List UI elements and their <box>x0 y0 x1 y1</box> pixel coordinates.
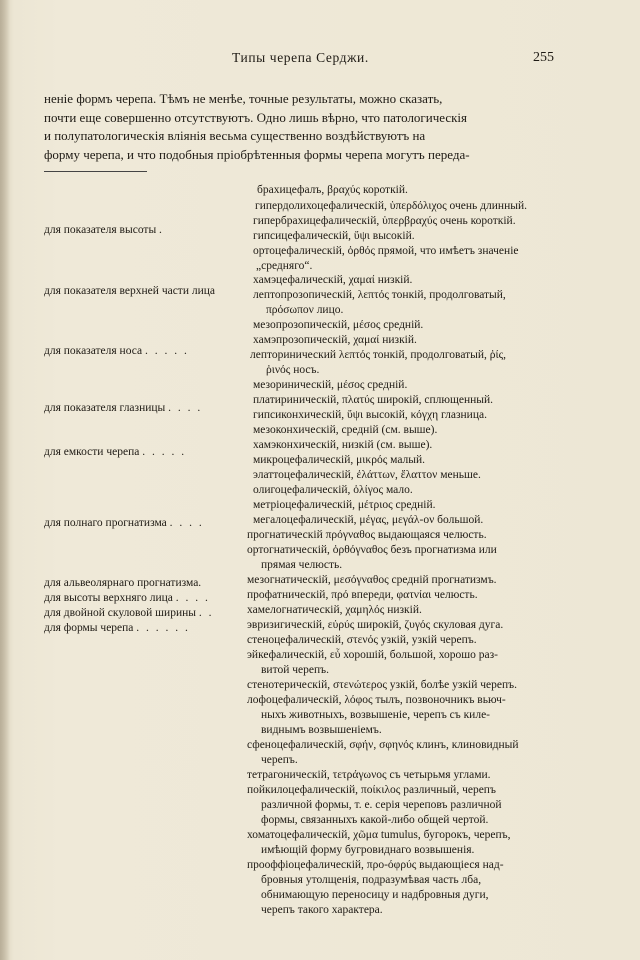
term-line: черепъ. <box>261 754 298 766</box>
intro-line: неніе формъ черепа. Тѣмъ не менѣе, точные результаты, можно сказать, <box>44 91 443 106</box>
term-line: витой черепъ. <box>261 664 329 676</box>
running-title: Типы черепа Серджи. <box>232 50 369 65</box>
intro-line: и полупатологическія вліянія весьма существенно воздѣйствуютъ на <box>44 128 426 143</box>
term-line: различной формы, т. е. серія череповъ различной <box>261 799 502 811</box>
term-line: черепъ такого характера. <box>261 904 383 916</box>
term-line: мезопрозопическій, μέσος средній. <box>253 319 424 331</box>
term-line: мезоконхическій, средній (см. выше). <box>253 424 438 436</box>
term-line: бровныя утолщенія, подразумѣвая часть лба, <box>261 874 482 886</box>
term-line: стеноцефаличеcкій, στενός узкій, узкій черепъ. <box>247 634 477 646</box>
term-line: эвризигическій, εὐρύς широкій, ζυγός скуловая дуга. <box>247 619 504 631</box>
term-line: хамелогнатическій, χαμηλός низкій. <box>247 604 422 616</box>
term-line: формы, связанныхъ какой-либо общей чертой. <box>261 814 489 826</box>
term-line: мезогнатическій, μεσόγναθος средній прогнатизмъ. <box>247 574 497 586</box>
separator-rule <box>44 171 147 172</box>
term-line: πρόσωπον лицо. <box>266 304 344 316</box>
category-label: для двойной скуловой ширины . . <box>44 607 214 619</box>
term-line: хамэцефаличеcкій, χαμαί низкій. <box>253 274 413 286</box>
term-line: ныхъ животныхъ, возвышеніе, черепъ съ киле- <box>261 709 491 721</box>
term-line: эйкефаличеcкій, εὖ хорошій, большой, хорошо раз- <box>247 649 498 661</box>
term-line: хамэпрозопическій, χαμαί низкій. <box>253 334 417 346</box>
intro-line: форму черепа, и что подобныя пріобрѣтенныя формы черепа могутъ переда- <box>44 146 470 162</box>
term-line: пойкилоцефаличеcкій, ποίκιλος различный, черепъ <box>247 784 496 796</box>
term-line: хамэконхическій, низкій (см. выше). <box>253 439 433 451</box>
term-line: мезориническій, μέσος средній. <box>253 379 408 391</box>
term-line: гипердолихоцефаличеcкій, ὑπερδόλιχος очень длинный. <box>255 200 527 212</box>
intro-line: почти еще совершенно отсутствуютъ. Одно лишь вѣрно, что патологическія <box>44 109 468 125</box>
term-line: прогнатическій πρόγναθος выдающаяся челюсть. <box>247 529 487 541</box>
category-label: для высоты верхняго лица . . . . <box>44 592 210 604</box>
term-line: хоматоцефаличеcкій, χῶμα tumulus, бугорокъ, черепъ, <box>247 829 511 841</box>
term-line: олигоцефаличеcкій, ὀλίγος мало. <box>253 484 413 496</box>
category-label: для показателя глазницы . . . . <box>44 402 203 414</box>
term-line: прямая челюсть. <box>261 559 343 571</box>
term-line: мегалоцефаличеcкій, μέγας, μεγάλ-ον большой. <box>253 514 484 526</box>
term-line: лептопрозопическій, λεπτός тонкій, продолговатый, <box>253 289 506 301</box>
term-line: обнимающую переносицу и надбровныя дуги, <box>261 889 489 901</box>
category-label: для емкости черепа . . . . . <box>44 446 187 458</box>
term-line: гипсиконхическій, ὕψι высокій, κόγχη глазница. <box>253 409 487 421</box>
term-line: гипербрахицефаличеcкій, ὑπερβραχύς очень короткій. <box>253 215 516 227</box>
term-line: виднымъ возвышеніемъ. <box>261 724 382 736</box>
term-line: прооффіоцефаличеcкій, προ-όφρύς выдающіеся над- <box>247 859 504 871</box>
term-line: ῥινός носъ. <box>266 364 320 376</box>
binding-edge <box>0 0 10 960</box>
term-line: элаттоцефаличеcкій, ἐλάττων, ἔλαττον меньше. <box>253 469 481 481</box>
page-number: 255 <box>533 50 554 65</box>
term-line: „средняго“. <box>256 260 313 272</box>
term-line: микроцефаличеcкій, μικρός малый. <box>253 454 426 466</box>
term-line: стенотерическій, στενώτερος узкій, болѣе узкій черепъ. <box>247 679 517 691</box>
term-line: тетрагоническій, τετράγωνος съ четырьмя углами. <box>247 769 491 781</box>
category-label: для показателя носа . . . . . <box>44 345 189 357</box>
term-line: метріоцефаличеcкій, μέτριος средній. <box>253 499 436 511</box>
term-line: платириническій, πλατύς широкій, сплющенный. <box>253 394 494 406</box>
category-label: для полнаго прогнатизма . . . . <box>44 517 204 529</box>
term-line: брахицефалъ, βραχύς короткій. <box>257 184 408 196</box>
category-label: для альвеолярнаго прогнатизма. <box>44 577 204 589</box>
term-line: ортоцефаличеcкій, ὀρθός прямой, что имѣетъ значеніе <box>253 245 519 257</box>
page-header <box>0 50 640 72</box>
category-label: для формы черепа . . . . . . <box>44 622 190 634</box>
term-line: лофоцефаличеcкій, λόφος тылъ, позвоночникъ вьюч- <box>247 694 506 706</box>
category-label: для показателя высоты . <box>44 224 164 236</box>
term-line: ортогнатическій, ὀρθόγναθος безъ прогнатизма или <box>247 544 497 556</box>
term-line: гипсицефаличеcкій, ὕψι высокій. <box>253 230 415 242</box>
term-line: сфеноцефаличеcкій, σφήν, σφηνός клинъ, клиновидный <box>247 739 519 751</box>
term-line: лепторинический λεπτός тонкій, продолговатый, ῥίς, <box>250 349 507 361</box>
category-label: для показателя верхней части лица <box>44 285 216 297</box>
term-line: имѣющій форму бугровиднаго возвышенія. <box>261 844 475 856</box>
intro-paragraph <box>44 90 556 164</box>
term-line: профатническій, πρό впереди, φατνίαι челюсть. <box>247 589 478 601</box>
